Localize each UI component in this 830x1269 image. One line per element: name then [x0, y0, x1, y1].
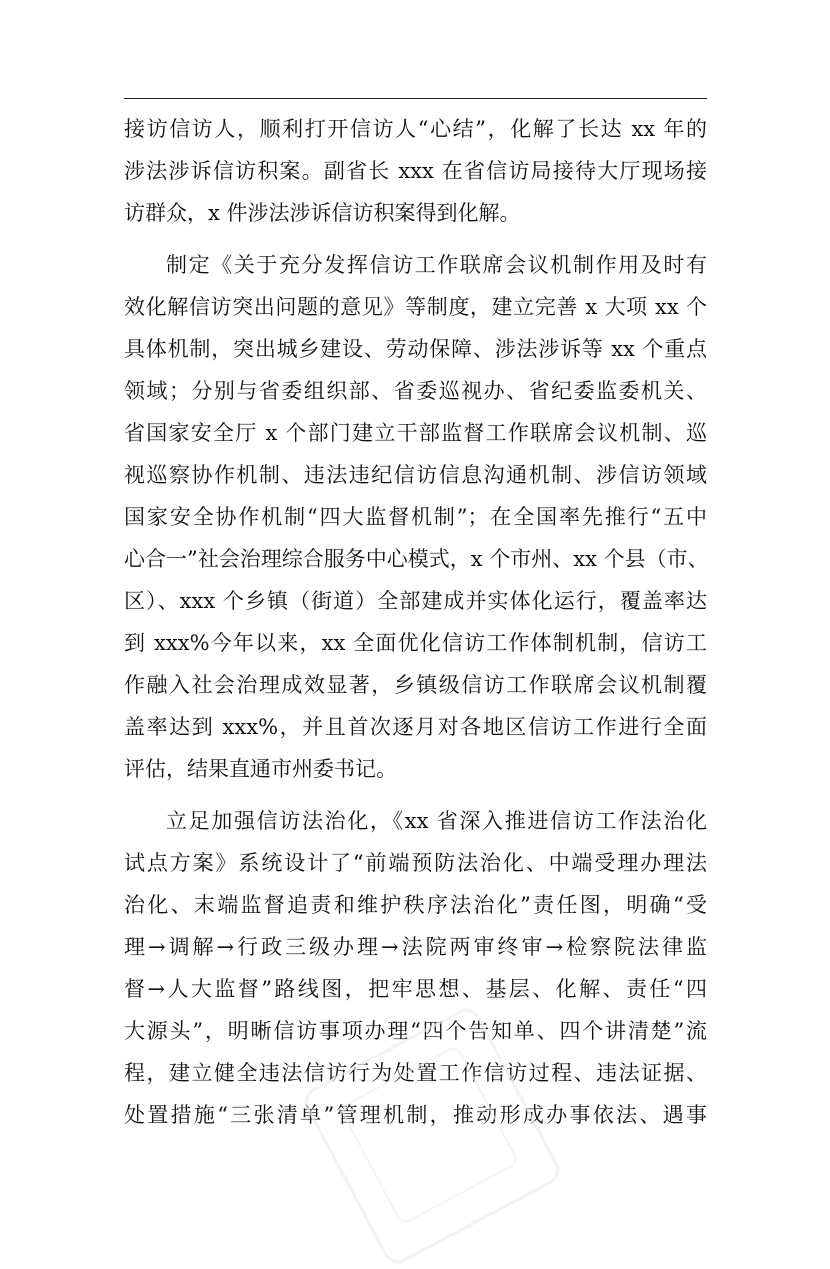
text-line: 处置措施“三张清单”管理机制，推动形成办事依法、遇事 — [124, 1103, 707, 1127]
text-line: 治化、末端监督追责和维护秩序法治化”责任图，明确“受 — [124, 893, 707, 917]
text-line: 访群众，x 件涉法涉诉信访积案得到化解。 — [124, 201, 521, 225]
text-line: 国家安全协作机制“四大监督机制”；在全国率先推行“五中 — [124, 505, 707, 529]
text-line: 理→调解→行政三级办理→法院两审终审→检察院法律监 — [124, 935, 707, 959]
paragraph-first-line: 立足加强信访法治化，《xx 省深入推进信访工作法治化 — [166, 809, 707, 833]
paragraph-first-line: 制定《关于充分发挥信访工作联席会议机制作用及时有 — [166, 253, 707, 277]
text-line: 试点方案》系统设计了“前端预防法治化、中端受理办理法 — [124, 851, 707, 875]
text-line: 效化解信访突出问题的意见》等制度，建立完善 x 大项 xx 个 — [124, 295, 707, 319]
text-line: 盖率达到 xxx%，并且首次逐月对各地区信访工作进行全面 — [124, 715, 707, 739]
text-line: 省国家安全厅 x 个部门建立干部监督工作联席会议机制、巡 — [124, 421, 707, 445]
text-line: 程，建立健全违法信访行为处置工作信访过程、违法证据、 — [124, 1061, 707, 1085]
text-line: 心合一”社会治理综合服务中心模式，x 个市州、xx 个县（市、 — [124, 547, 709, 571]
text-line: 视巡察协作机制、违法违纪信访信息沟通机制、涉信访领域 — [124, 463, 707, 487]
text-line: 到 xxx%今年以来，xx 全面优化信访工作体制机制，信访工 — [124, 631, 707, 655]
text-line: 评估，结果直通市州委书记。 — [124, 757, 397, 781]
text-line: 督→人大监督”路线图，把牢思想、基层、化解、责任“四 — [124, 977, 707, 1001]
text-line: 作融入社会治理成效显著，乡镇级信访工作联席会议机制覆 — [124, 673, 707, 697]
text-line: 区）、xxx 个乡镇（街道）全部建成并实体化运行，覆盖率达 — [124, 589, 707, 613]
text-line: 领域；分别与省委组织部、省委巡视办、省纪委监委机关、 — [124, 379, 707, 403]
text-line: 大源头”，明晰信访事项办理“四个告知单、四个讲清楚”流 — [124, 1019, 707, 1043]
header-rule — [124, 98, 707, 99]
text-line: 接访信访人，顺利打开信访人“心结”，化解了长达 xx 年的 — [124, 117, 707, 141]
text-line: 涉法涉诉信访积案。副省长 xxx 在省信访局接待大厅现场接 — [124, 159, 707, 183]
text-line: 具体机制，突出城乡建设、劳动保障、涉法涉诉等 xx 个重点 — [124, 337, 707, 361]
